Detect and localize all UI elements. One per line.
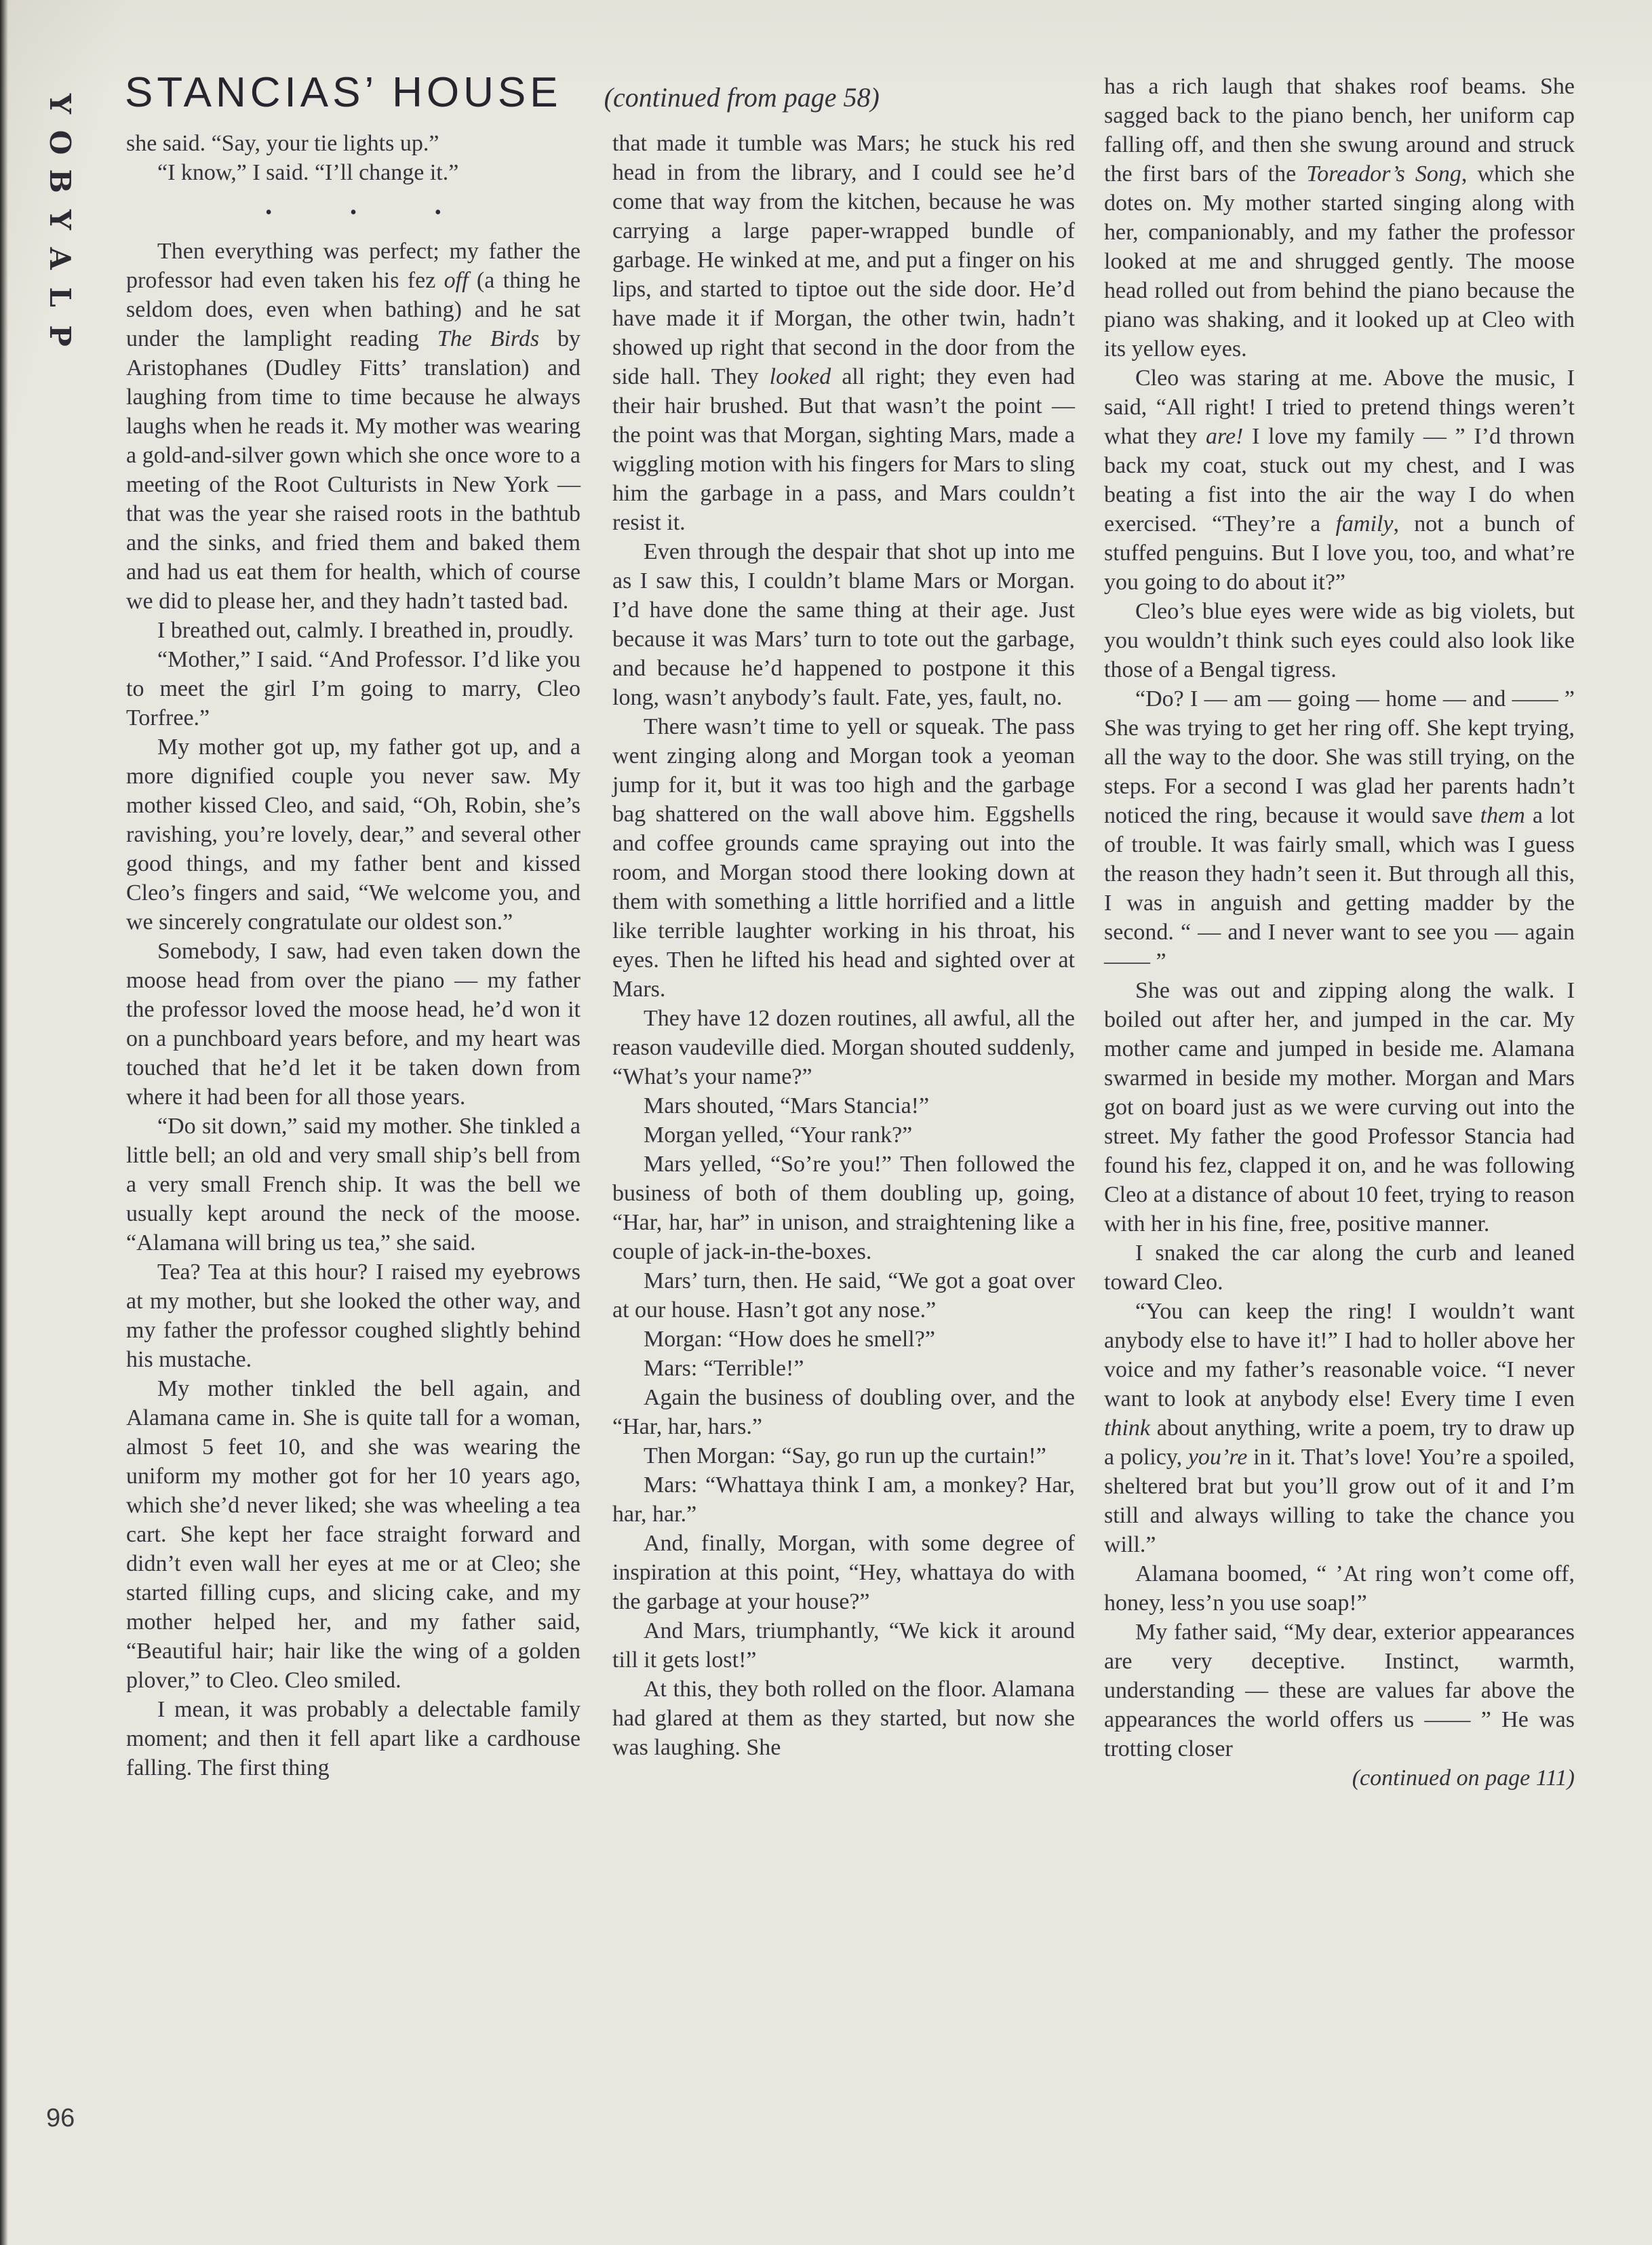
text-run: • • • — [265, 202, 478, 223]
paragraph — [126, 237, 581, 616]
section-break-dots — [126, 198, 581, 227]
text-run: My father said, “My dear, exterior appearances are very deceptive. Instinct, warmth, understanding — these are values far above the appearances the world offers us —— ” He was trotting closer — [1104, 1620, 1575, 1761]
text-run: At this, they both rolled on the floor. Alamana had glared at them as they started, but now she was laughing. She — [612, 1677, 1075, 1760]
paragraph — [126, 937, 581, 1112]
text-run: I mean, it was probably a delectable family moment; and then it fell apart like a cardhouse falling. The first thing — [126, 1697, 581, 1780]
paragraph — [126, 1257, 581, 1374]
spine-letter: A — [43, 247, 77, 270]
spine-letter: Y — [43, 210, 77, 230]
italic-text: Toreador’s Song — [1306, 161, 1461, 187]
italic-text: are! — [1206, 424, 1244, 449]
text-run: “Do sit down,” said my mother. She tinkled a little bell; an old and very small ship’s bell from a very small French ship. It was the bell we usually kept around the neck of the moose. “Alamana will bring us tea,” she said. — [126, 1114, 581, 1255]
text-run: , not a bunch of stuffed penguins. But I love you, too, and what’re you going to do about it?” — [1104, 511, 1575, 595]
text-run: Mars: “Whattaya think I am, a monkey? Har, har, har.” — [612, 1472, 1075, 1527]
paragraph — [612, 712, 1075, 1004]
text-run: Again the business of doubling over, and the “Har, har, hars.” — [612, 1385, 1075, 1439]
paragraph — [126, 158, 581, 187]
text-run: Mars shouted, “Mars Stancia!” — [644, 1093, 930, 1118]
paragraph — [612, 1091, 1075, 1120]
paragraph — [612, 1004, 1075, 1091]
text-run: Somebody, I saw, had even taken down the moose head from over the piano — my father the professor loved the moose head, he’d won it on a punchboard years before, and my heart was touched that he’d let it be taken down from where it had been for all those years. — [126, 939, 581, 1110]
paragraph — [126, 1695, 581, 1782]
article-title: STANCIAS’ HOUSE — [125, 69, 562, 116]
paragraph — [1104, 597, 1575, 684]
text-run: She was out and zipping along the walk. I boiled out after her, and jumped in the car. My mother came and jumped in beside me. Alamana swarmed in beside my mother. Morgan and Mars got on board just as we were curving out into the street. My father the good Professor Stancia had found his fez, clapped it on, and he was following Cleo at a distance of about 10 feet, trying to reason with her in his fine, free, positive manner. — [1104, 978, 1575, 1236]
italic-text: think — [1104, 1416, 1150, 1441]
paragraph — [1104, 364, 1575, 597]
paragraph — [612, 1616, 1075, 1675]
paragraph — [126, 1112, 581, 1257]
spine-letter: P — [43, 325, 77, 347]
text-run: Then Morgan: “Say, go run up the curtain!” — [644, 1443, 1046, 1468]
paragraph — [612, 1470, 1075, 1529]
paragraph — [126, 129, 581, 158]
paragraph — [126, 645, 581, 733]
paragraph — [612, 1150, 1075, 1266]
text-run: Mars yelled, “So’re you!” Then followed the business of both of them doubling up, going, “Har, har, har” in unison, and straightening like a couple of jack-in-the-boxes. — [612, 1152, 1075, 1264]
paragraph — [612, 537, 1075, 712]
text-run: Then everything was perfect; my father the professor had even taken his fez — [126, 239, 581, 293]
paragraph — [612, 1675, 1075, 1762]
text-run: There wasn’t time to yell or squeak. The pass went zinging along and Morgan took a yeoman jump for it, but it was too high and the garbage bag shattered on the wall above him. Eggshells and coffee grounds came spraying out into the room, and Morgan stood there looking down at them with something a little horrified and a little like terrible laughter working in his throat, his eyes. Then he lifted his head and sighted over at Mars. — [612, 714, 1075, 1002]
paragraph — [612, 1120, 1075, 1150]
text-run: They have 12 dozen routines, all awful, all the reason vaudeville died. Morgan shouted suddenly, “What’s your name?” — [612, 1006, 1075, 1089]
text-run: And, finally, Morgan, with some degree of inspiration at this point, “Hey, whattaya do with the garbage at your house?” — [612, 1531, 1075, 1614]
page-number: 96 — [46, 2104, 75, 2132]
paragraph — [1104, 976, 1575, 1238]
text-run: (a thing he seldom does, even when bathing) and he sat under the lamplight reading — [126, 268, 581, 351]
spine-letter: B — [43, 169, 77, 193]
italic-text: you’re — [1187, 1445, 1248, 1470]
text-run: Cleo’s blue eyes were wide as big violets, but you wouldn’t think such eyes could also look like those of a Bengal tigress. — [1104, 599, 1575, 682]
paragraph — [612, 1529, 1075, 1616]
paragraph — [612, 1383, 1075, 1441]
paragraph — [1104, 1763, 1575, 1793]
paragraph — [126, 616, 581, 645]
paragraph — [126, 1374, 581, 1695]
paragraph — [612, 129, 1075, 537]
text-run: My mother tinkled the bell again, and Alamana came in. She is quite tall for a woman, almost 5 feet 10, and she was wearing the uniform my mother got for her 10 years ago, which she’d never liked; she was wheeling a tea cart. She kept her face straight forward and didn’t even wall her eyes at me or at Cleo; she started filling cups, and slicing cake, and my mother helped her, and my father said, “Beautiful hair; hair like the wing of a golden plover,” to Cleo. Cleo smiled. — [126, 1376, 581, 1693]
page-edge-shadow — [0, 0, 8, 2245]
text-column-2 — [612, 129, 1075, 1762]
continued-from-note: (continued from page 58) — [604, 82, 880, 113]
article-header — [125, 71, 880, 115]
text-run: My mother got up, my father got up, and a more dignified couple you never saw. My mother kissed Cleo, and said, “Oh, Robin, she’s ravishing, you’re lovely, dear,” and several other good things, and my father bent and kissed Cleo’s fingers and said, “We welcome you, and we sincerely congratulate our oldest son.” — [126, 735, 581, 935]
text-run: I breathed out, calmly. I breathed in, proudly. — [157, 618, 574, 643]
italic-text: family — [1335, 511, 1394, 536]
text-run: “Mother,” I said. “And Professor. I’d like you to meet the girl I’m going to marry, Cleo Torfree.” — [126, 647, 581, 730]
text-run: Alamana boomed, “ ’At ring won’t come off, honey, less’n you use soap!” — [1104, 1561, 1575, 1616]
magazine-name-vertical — [43, 90, 76, 350]
text-run: I love my family — ” I’d thrown back my coat, stuck out my chest, and I was beating a fist into the air the way I do when exercised. “They’re a — [1104, 424, 1575, 536]
italic-text: (continued on page 111) — [1352, 1765, 1575, 1791]
italic-text: The Birds — [437, 326, 540, 351]
text-run: And Mars, triumphantly, “We kick it around till it gets lost!” — [612, 1618, 1075, 1673]
paragraph — [126, 733, 581, 937]
spine-letter: L — [43, 287, 77, 307]
text-run: in it. That’s love! You’re a spoiled, sheltered brat but you’ll grow out of it and I’m still and always willing to take the chance you will.” — [1104, 1445, 1575, 1557]
text-run: about anything, write a poem, try to draw up a policy, — [1104, 1416, 1575, 1470]
text-run: “I know,” I said. “I’ll change it.” — [157, 160, 459, 185]
italic-text: looked — [769, 364, 831, 389]
text-run: Even through the despair that shot up into me as I saw this, I couldn’t blame Mars or Morgan. I’d have done the same thing at their age. Just because it was Mars’ turn to tote out the garbage, and because he’d happened to postpone it this long, wasn’t anybody’s fault. Fate, yes, fault, no. — [612, 539, 1075, 710]
text-run: Mars: “Terrible!” — [644, 1356, 804, 1381]
paragraph — [1104, 1618, 1575, 1763]
spine-letter: O — [43, 130, 77, 155]
spine-letter: Y — [43, 94, 77, 114]
paragraph — [1104, 1559, 1575, 1618]
text-run: Cleo was staring at me. Above the music, I said, “All right! I tried to pretend things weren’t what they — [1104, 366, 1575, 449]
paragraph — [612, 1441, 1075, 1470]
paragraph — [1104, 72, 1575, 364]
text-run: all right; they even had their hair brushed. But that wasn’t the point — the point was that Morgan, sighting Mars, made a wiggling motion with his fingers for Mars to sling him the garbage in a pass, and Mars couldn’t resist it. — [612, 364, 1075, 535]
text-run: has a rich laugh that shakes roof beams. She sagged back to the piano bench, her uniform cap falling off, and then she swung around and struck the first bars of the — [1104, 74, 1575, 187]
text-column-3 — [1104, 72, 1575, 1793]
text-run: , which she dotes on. My mother started singing along with her, companionably, and my father the professor looked at me and shrugged gently. The moose head rolled out from behind the piano because the piano was shaking, and it looked up at Cleo with its yellow eyes. — [1104, 161, 1575, 362]
italic-text: them — [1480, 803, 1525, 828]
text-run: “Do? I — am — going — home — and —— ” She was trying to get her ring off. She kept trying, all the way to the door. She was still trying, on the steps. For a second I was glad her parents hadn’t noticed the ring, because it would save — [1104, 686, 1575, 828]
text-run: “You can keep the ring! I wouldn’t want anybody else to have it!” I had to holler above her voice and my father’s reasonable voice. “I never want to look at anybody else! Every time I even — [1104, 1299, 1575, 1411]
text-run: Mars’ turn, then. He said, “We got a goat over at our house. Hasn’t got any nose.” — [612, 1268, 1075, 1323]
paragraph — [1104, 1238, 1575, 1297]
paragraph — [1104, 1297, 1575, 1559]
text-run: Tea? Tea at this hour? I raised my eyebrows at my mother, but she looked the other way, and my father the professor coughed slightly behind his mustache. — [126, 1260, 581, 1372]
text-run: that made it tumble was Mars; he stuck his red head in from the library, and I could see he’d come that way from the kitchen, because he was carrying a large paper-wrapped bundle of garbage. He winked at me, and put a finger on his lips, and started to tiptoe out the side door. He’d have made it if Morgan, the other twin, hadn’t showed up right that second in the door from the side hall. They — [612, 131, 1075, 389]
text-run: I snaked the car along the curb and leaned toward Cleo. — [1104, 1241, 1575, 1295]
paragraph — [612, 1354, 1075, 1383]
italic-text: off — [444, 268, 469, 293]
paragraph — [612, 1266, 1075, 1325]
text-run: she said. “Say, your tie lights up.” — [126, 131, 439, 156]
text-run: Morgan: “How does he smell?” — [644, 1327, 935, 1352]
paragraph — [1104, 684, 1575, 976]
text-run: Morgan yelled, “Your rank?” — [644, 1122, 913, 1148]
paragraph — [612, 1325, 1075, 1354]
text-run: by Aristophanes (Dudley Fitts’ translation) and laughing from time to time because he always laughs when he reads it. My mother was wearing a gold-and-silver gown which she once wore to a meeting of the Root Culturists in New York — that was the year she raised roots in the bathtub and the sinks, and fried them and baked them and had us eat them for health, which of course we did to please her, and they hadn’t tasted bad. — [126, 326, 581, 614]
text-run: a lot of trouble. It was fairly small, which was I guess the reason they hadn’t seen it. But through all this, I was in anguish and getting madder by the second. “ — and I never want to see you — again —— ” — [1104, 803, 1575, 974]
text-column-1 — [126, 129, 581, 1782]
